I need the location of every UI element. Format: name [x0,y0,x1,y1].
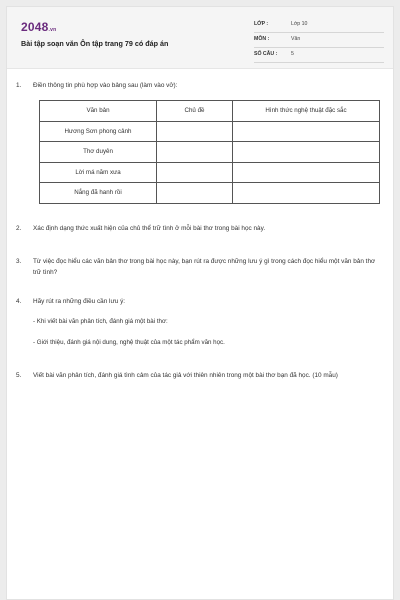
question-number: 1. [16,82,22,89]
table-cell [157,183,233,204]
note-bullet-2: - Giới thiệu, đánh giá nội dung, nghệ thuật của một tác phẩm văn học. [33,339,225,346]
question-text: Từ việc đọc hiểu các văn bản thơ trong bài học này, bạn rút ra được những lưu ý gì trong cách đọc hiểu một văn bản thơ trữ tình? [33,258,376,276]
logo-suffix: .vn [48,27,57,33]
question-number: 2. [16,225,22,232]
table-cell [233,121,380,142]
table-row [40,121,380,142]
table-row [40,183,380,204]
meta-class-label: LỚP : [254,21,269,27]
logo-main: 2048 [21,20,49,34]
table-header-row [40,101,380,122]
table-cell [157,162,233,183]
table-header-cell: Văn bản [40,101,157,122]
question-text: Điền thông tin phù hợp vào bảng sau (làm vào vở): [33,82,178,89]
table-row [40,162,380,183]
question-number: 4. [16,298,22,305]
table-header-cell: Hình thức nghệ thuật đặc sắc [233,101,380,122]
page-title: Bài tập soạn văn Ôn tập trang 79 có đáp án [21,39,169,48]
table-cell: Lời má năm xưa [40,162,157,183]
answer-table [39,100,380,204]
table-cell [157,142,233,163]
question-number: 3. [16,258,22,265]
table-cell [157,121,233,142]
question-text: Hãy rút ra những điều cần lưu ý: [33,298,126,305]
table-row [40,142,380,163]
meta-subject-value: Văn [291,36,301,42]
meta-count-label: SỐ CÂU : [254,51,278,57]
table-cell [233,142,380,163]
table-cell: Thơ duyên [40,142,157,163]
note-bullet-1: - Khi viết bài văn phân tích, đánh giá một bài thơ: [33,318,168,325]
question-number: 5. [16,372,22,379]
question-text: Xác định dạng thức xuất hiện của chủ thể trữ tình ở mỗi bài thơ trong bài học này. [33,225,266,232]
table-cell: Hương Sơn phong cảnh [40,121,157,142]
table-header-cell: Chủ đề [157,101,233,122]
meta-subject-label: MÔN : [254,36,270,42]
meta-count-value: 5 [291,51,294,57]
table-cell [233,162,380,183]
question-text: Viết bài văn phân tích, đánh giá tình cảm của tác giả với thiên nhiên trong một bài thơ bạn đã học. (10 mẫu) [33,372,338,379]
meta-class-value: Lớp 10 [291,21,308,27]
table-cell: Nắng đã hanh rồi [40,183,157,204]
table-cell [233,183,380,204]
